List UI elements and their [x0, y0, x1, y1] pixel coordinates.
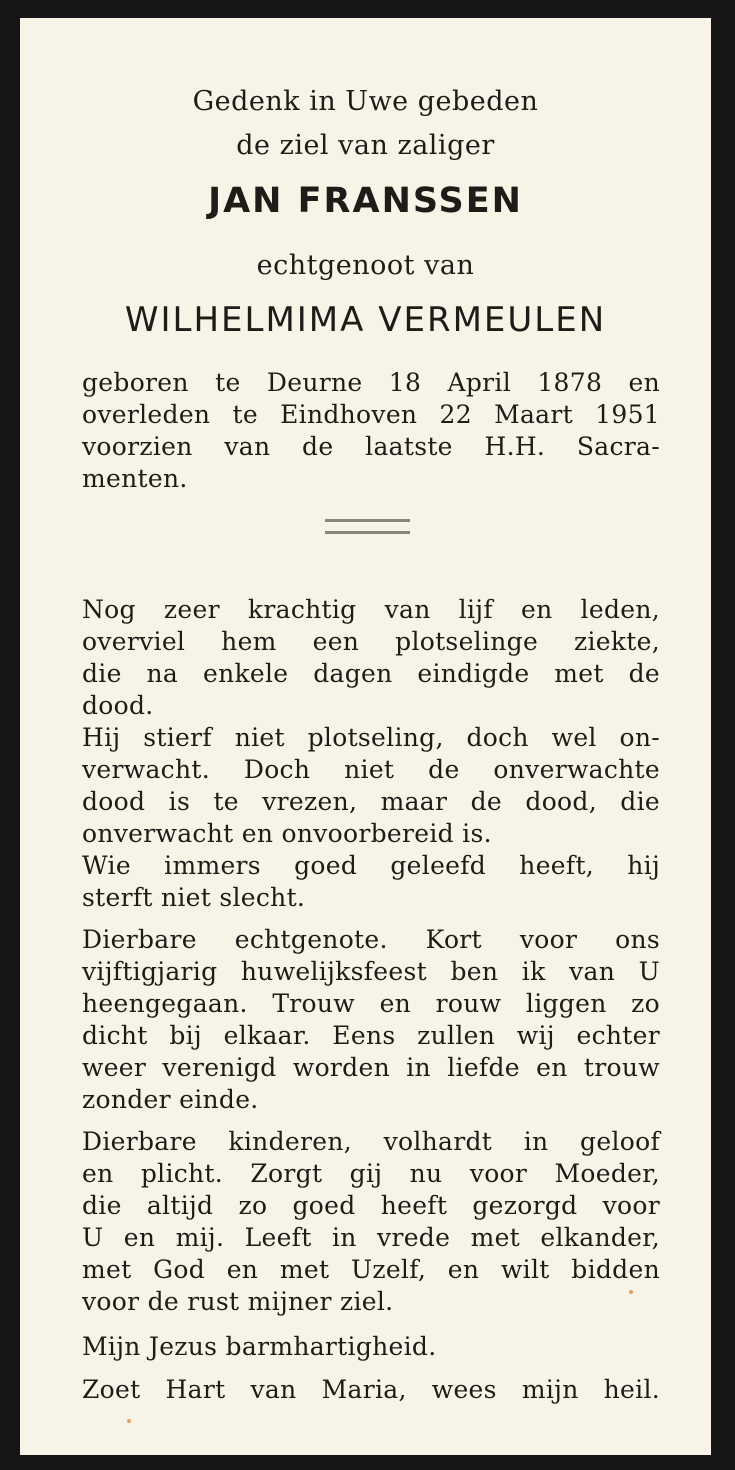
text-line: Wie immers goed geleefd heeft, hij	[82, 851, 660, 880]
text-line: heengegaan. Trouw en rouw liggen zo	[82, 989, 660, 1018]
text-line: dicht bij elkaar. Eens zullen wij echter	[82, 1021, 660, 1050]
text-line: met God en met Uzelf, en wilt bidden	[82, 1255, 660, 1284]
intro-line-1: Gedenk in Uwe gebeden	[192, 86, 539, 117]
paper-speck	[629, 1290, 633, 1294]
prayer-line: Mijn Jezus barmhartigheid.	[82, 1332, 437, 1361]
biography-line: menten.	[82, 464, 188, 493]
text-line: dood.	[82, 691, 154, 720]
text-line: Dierbare kinderen, volhardt in geloof	[82, 1127, 660, 1156]
intro-line-2: de ziel van zaliger	[236, 130, 495, 161]
text-line: sterft niet slecht.	[82, 883, 306, 912]
paper-speck	[127, 1419, 131, 1423]
text-line: onverwacht en onvoorbereid is.	[82, 819, 492, 848]
biography-line: geboren te Deurne 18 April 1878 en	[82, 368, 660, 397]
prayer-line: Zoet Hart van Maria, wees mijn heil.	[82, 1375, 660, 1404]
text-line: Dierbare echtgenote. Kort voor ons	[82, 925, 660, 954]
biography-line: overleden te Eindhoven 22 Maart 1951	[82, 400, 660, 429]
text-line: Nog zeer krachtig van lijf en leden,	[82, 595, 660, 624]
memorial-card	[20, 18, 711, 1455]
text-line: U en mij. Leeft in vrede met elkander,	[82, 1223, 660, 1252]
text-line: Hij stierf niet plotseling, doch wel on-	[82, 723, 660, 752]
text-line: die na enkele dagen eindigde met de	[82, 659, 660, 688]
biography-line: voorzien van de laatste H.H. Sacra-	[82, 432, 660, 461]
text-line: en plicht. Zorgt gij nu voor Moeder,	[82, 1159, 660, 1188]
text-line: overviel hem een plotselinge ziekte,	[82, 627, 660, 656]
deceased-name: JAN FRANSSEN	[208, 181, 523, 221]
text-line: zonder einde.	[82, 1085, 259, 1114]
spouse-intro: echtgenoot van	[256, 250, 475, 281]
text-line: die altijd zo goed heeft gezorgd voor	[82, 1191, 660, 1220]
text-line: vijftigjarig huwelijksfeest ben ik van U	[82, 957, 660, 986]
text-line: weer verenigd worden in liefde en trouw	[82, 1053, 660, 1082]
divider-rule	[325, 519, 410, 534]
spouse-name: WILHELMIMA VERMEULEN	[124, 300, 607, 340]
text-line: voor de rust mijner ziel.	[82, 1287, 394, 1316]
text-line: dood is te vrezen, maar de dood, die	[82, 787, 660, 816]
text-line: verwacht. Doch niet de onverwachte	[82, 755, 660, 784]
